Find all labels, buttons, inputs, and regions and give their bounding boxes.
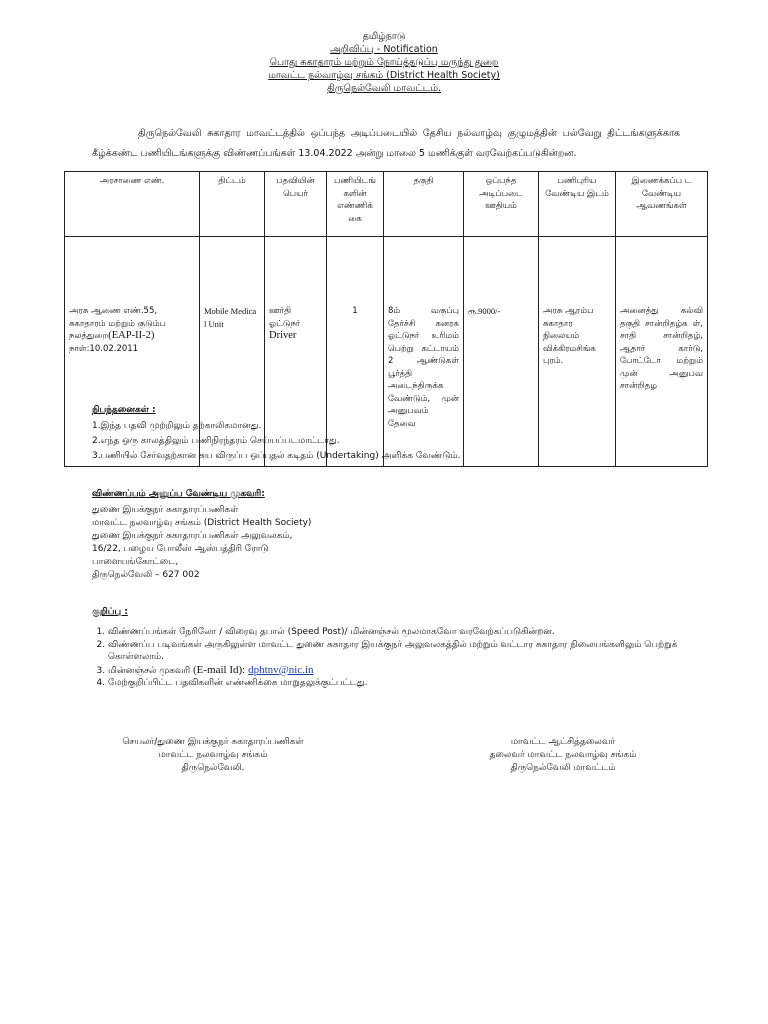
condition-item: 3.பணியில் சேர்வதற்கான சுய விருப்ப ஒப்புதல் கடிதம் (Undertaking) அளிக்க வேண்டும்.	[92, 451, 461, 462]
signature-right	[448, 736, 678, 775]
header-department: பொது சுகாதாரம் மற்றும் நோய்த்தடுப்பு மருந்து துறை	[269, 57, 499, 68]
signature-line: தலைவர் மாவட்ட நலவாழ்வு சங்கம்	[489, 750, 637, 760]
signature-line: மாவட்ட நலவாழ்வு சங்கம்	[158, 750, 268, 760]
notes-title: குறிப்பு :	[92, 607, 128, 617]
header-state: தமிழ்நாடு	[362, 31, 406, 42]
salary-cell: ரூ.9000/-	[464, 237, 539, 467]
column-header: இணைக்கப்ப ட வேண்டிய ஆவணங்கள்	[616, 172, 708, 237]
signature-left	[88, 736, 338, 775]
note-email-label: (E-mail Id):	[193, 663, 246, 676]
go-tamil: அரசு ஆணை எண்.55, சுகாதாரம் மற்றும் குடும்ப நலத்துறை	[69, 306, 166, 341]
note-email-prefix: மின்னஞ்சல் முகவரி	[108, 665, 193, 676]
condition-item: 2.எந்த ஒரு காலத்திலும் பணிநிரந்தரம் செய்யப்படமாட்டாது.	[92, 436, 340, 447]
count-cell: 1	[327, 237, 384, 467]
address-section	[92, 488, 311, 582]
header-society: மாவட்ட நல்வாழ்வு சங்கம் (District Health Society)	[268, 70, 500, 81]
address-line: துணை இயக்குநர் சுகாதாரப்பணிகள்	[92, 505, 239, 516]
address-line: பாளையங்கோட்டை,	[92, 557, 179, 568]
column-header: திட்டம்	[200, 172, 265, 237]
condition-item: 1.இந்த பதவி முற்றிலும் தற்காலிகமானது.	[92, 421, 262, 432]
note-item: 4. மேற்குறிப்பிட்ட பதவிகளின் எண்ணிக்கை மாறுதலுக்குட்பட்டது.	[108, 677, 692, 690]
table-header-row	[65, 172, 708, 237]
go-date: நாள்:10.02.2011	[69, 343, 139, 354]
column-header: ஒப்பந்த அடிப்படை ஊதியம்	[464, 172, 539, 237]
place-cell: அரசு ஆரம்ப சுகாதார நிலையம் விக்கிரமசிங்க புரம்.	[539, 237, 616, 467]
intro-paragraph	[92, 124, 680, 164]
column-header: பணியிடங் களின் எண்ணிக் கை	[327, 172, 384, 237]
column-header: பணிபுரிய வேண்டிய இடம்	[539, 172, 616, 237]
note-item: 1. விண்ணப்பங்கள் நேரிலோ / விரைவு தபால் (Speed Post)/ மின்னஞ்சல் மூலமாகவோ வரவேற்கப்படுகின்றன.	[108, 626, 692, 639]
signature-line: திருநெல்வேலி.	[181, 763, 245, 773]
column-header: அரசாணை எண்.	[65, 172, 200, 237]
signature-line: மாவட்ட ஆட்சித்தலைவர்	[510, 737, 616, 747]
go-code: (EAP-II-2)	[108, 330, 155, 341]
intro-text: திருநெல்வேலி சுகாதார மாவட்டத்தில் ஒப்பந்த அடிப்படையில் தேசிய நல்வாழ்வு குழுமத்தின் பல்வேறு திட்டங்களுக்காக கீழ்க்கண்ட பணியிடங்களுக்கு விண்ணப்பங்கள் 13.04.2022 அன்று மாலை 5 மணிக்குள் வரவேற்கப்படுகின்றன.	[92, 128, 680, 159]
column-header: பதவியின் பெயர்	[265, 172, 327, 237]
signature-line: திருநெல்வேலி மாவட்டம்	[510, 763, 616, 773]
conditions-section	[92, 404, 460, 464]
address-line: துணை இயக்குநர் சுகாதாரப்பணிகள் அலுவலகம்,	[92, 531, 293, 542]
address-line: திருநெல்வேலி – 627 002	[92, 570, 200, 581]
qualification-cell: 8ம் வகுப்பு தேர்ச்சி கனரக ஓட்டுநர் உரிமம் பெற்று கட்டாயம் 2 ஆண்டுகள் பூர்த்தி அடைந்திருக்க வேண்டும், முன் அனுபவம் தேவை	[384, 237, 464, 467]
header-notice: அறிவிப்பு - Notification	[330, 44, 438, 55]
column-header: தகுதி	[384, 172, 464, 237]
notes-section	[92, 606, 692, 690]
documents-cell: அனைத்து கல்வி தகுதி சான்றிதழ்க ள், சாதி சான்றிதழ், ஆதார் கார்டு, போட்டோ மற்றும் முன் அனுபவ சான்றிதழ	[616, 237, 708, 467]
email-link[interactable]: dphtnv@nic.in	[248, 663, 314, 676]
conditions-title: நிபந்தனைகள் :	[92, 405, 156, 415]
post-tamil: ஊர்தி ஓட்டுநர்	[269, 306, 301, 329]
header-district: திருநெல்வேலி மாவட்டம்.	[327, 83, 441, 94]
note-item	[108, 664, 692, 678]
post-english: Driver	[269, 330, 297, 341]
address-line: 16/22, பழைய போலீஸ் ஆஸ்பத்திரி ரோடு	[92, 544, 269, 555]
note-item: 2. விண்ணப்ப படிவங்கள் அருகிலுள்ள மாவட்ட துணை சுகாதார இயக்குநர் அலுவலகத்தில் மற்றும் வட்டார சுகாதார நிலையங்களிலும் பெற்றுக் கொள்ளலாம்.	[108, 639, 692, 664]
document-header	[0, 30, 768, 95]
address-line: மாவட்ட நலவாழ்வு சங்கம் (District Health Society)	[92, 518, 312, 529]
signature-line: செயலர்/துணை இயக்குநர் சுகாதாரப்பணிகள்	[122, 737, 304, 747]
address-title: விண்ணப்பம் அனுப்ப வேண்டிய முகவரி:	[92, 489, 265, 499]
scheme-cell: Mobile Medica l Unit	[200, 237, 265, 467]
